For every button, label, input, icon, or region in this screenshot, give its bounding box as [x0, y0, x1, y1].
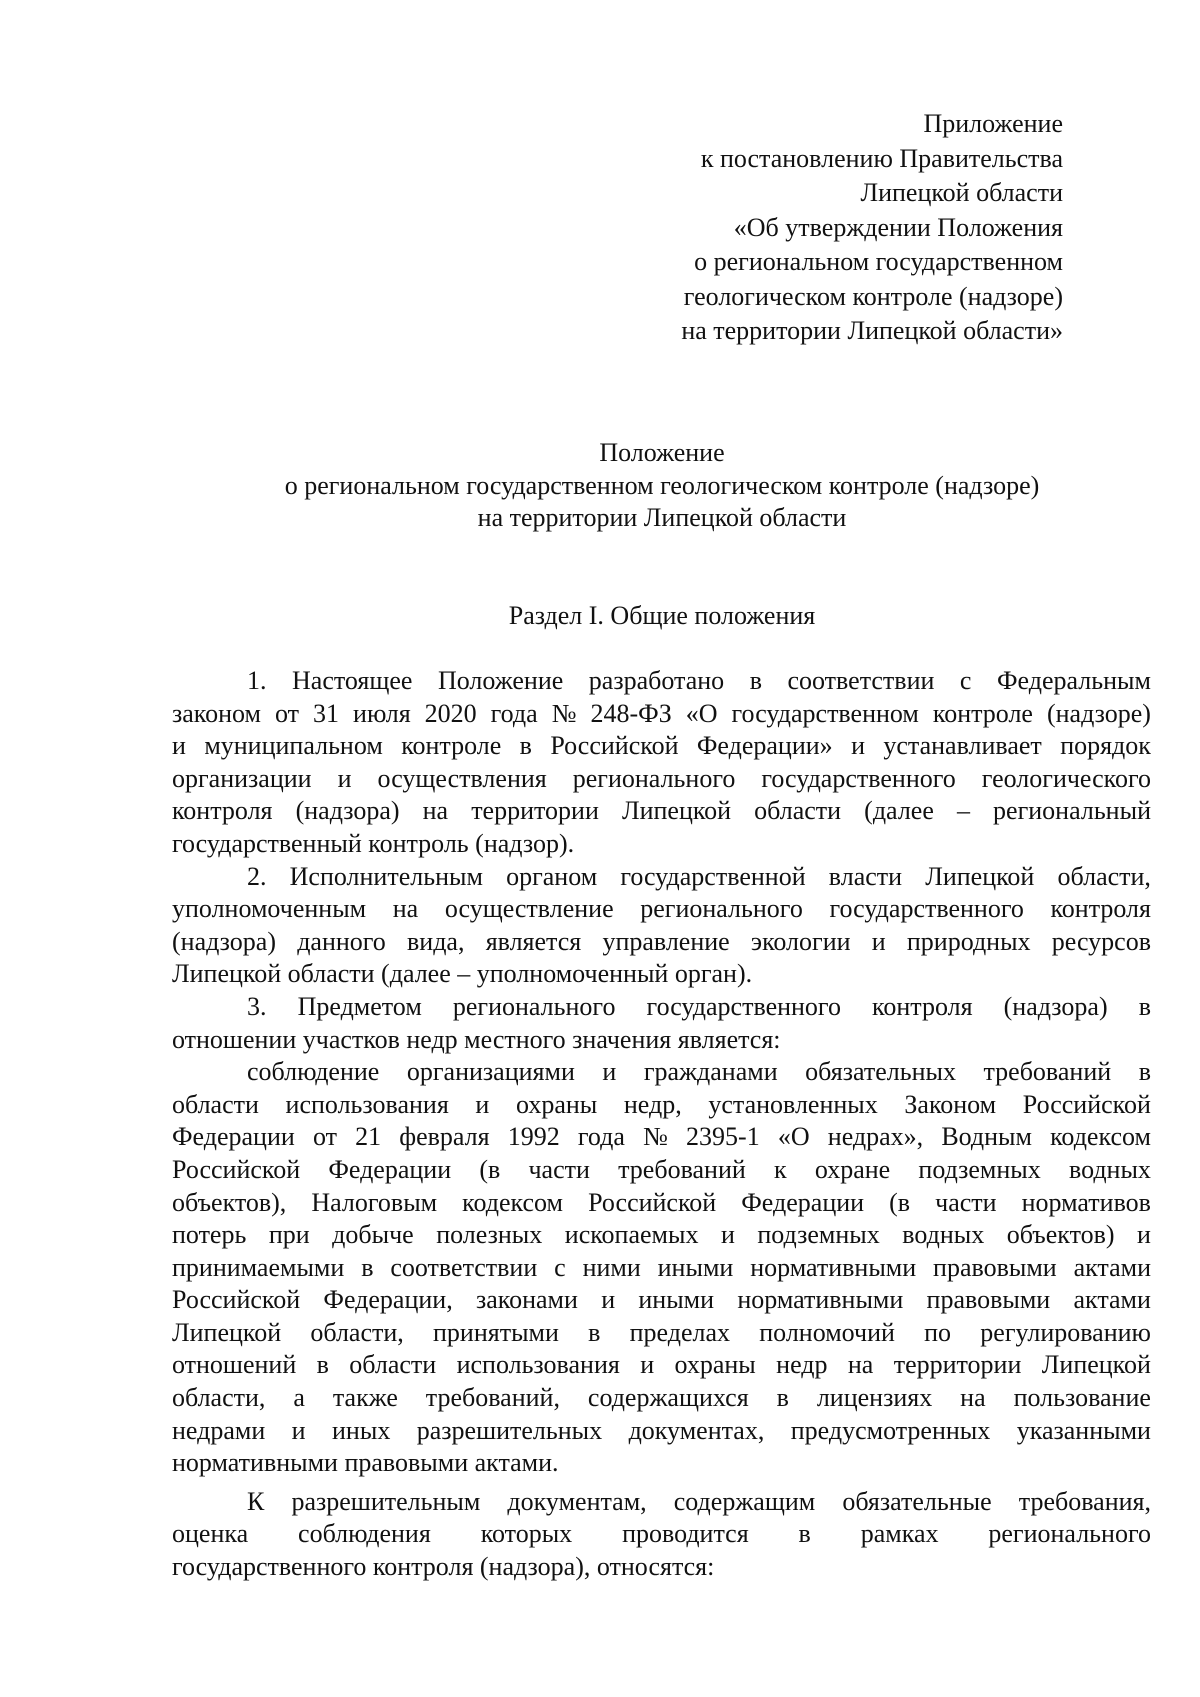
document-body [172, 665, 1151, 1584]
paragraph-line: контроля (надзора) на территории Липецкой области (далее – региональный [172, 796, 1151, 826]
title-line: на территории Липецкой области [477, 503, 847, 532]
paragraph-line: организации и осуществления регионального государственного геологического [172, 763, 1151, 793]
paragraph-line: принимаемыми в соответствии с ними иными нормативными правовыми актами [172, 1252, 1151, 1282]
document-title [0, 437, 1200, 535]
paragraph-3 [172, 991, 1151, 1056]
paragraph-line: соблюдение организациями и гражданами обязательных требований в [247, 1057, 1151, 1087]
appendix-line: геологическом контроле (надзоре) [683, 281, 1063, 311]
paragraph-1 [172, 665, 1151, 861]
paragraph-line: 2. Исполнительным органом государственной власти Липецкой области, [247, 861, 1151, 891]
paragraph-line: и муниципальном контроле в Российской Федерации» и устанавливает порядок [172, 731, 1151, 761]
appendix-header [503, 107, 1063, 349]
paragraph-line: государственного контроля (надзора), относятся: [172, 1552, 715, 1582]
paragraph-line: недрами и иных разрешительных документах, предусмотренных указанными [172, 1415, 1151, 1445]
paragraph-line: потерь при добыче полезных ископаемых и подземных водных объектов) и [172, 1220, 1151, 1250]
title-line: о региональном государственном геологическом контроле (надзоре) [284, 470, 1040, 500]
appendix-line: Приложение [923, 109, 1063, 138]
paragraph-line: (надзора) данного вида, является управление экологии и природных ресурсов [172, 926, 1151, 956]
paragraph-line: уполномоченным на осуществление регионального государственного контроля [172, 894, 1151, 924]
paragraph-line: отношении участков недр местного значения является: [172, 1024, 781, 1054]
paragraph-line: отношений в области использования и охраны недр на территории Липецкой [172, 1350, 1151, 1380]
paragraph-line: К разрешительным документам, содержащим обязательные требования, [247, 1486, 1151, 1516]
appendix-line: на территории Липецкой области» [681, 316, 1063, 345]
appendix-line: Липецкой области [860, 178, 1063, 207]
paragraph-line: 3. Предметом регионального государственного контроля (надзора) в [247, 991, 1151, 1021]
paragraph-line: Липецкой области, принятыми в пределах полномочий по регулированию [172, 1317, 1151, 1347]
section-heading: Раздел I. Общие положения [508, 601, 816, 630]
paragraph-line: Российской Федерации, законами и иными нормативными правовыми актами [172, 1285, 1151, 1315]
paragraph-line: оценка соблюдения которых проводится в рамках регионального [172, 1519, 1151, 1549]
paragraph-2 [172, 861, 1151, 991]
paragraph-line: Липецкой области (далее – уполномоченный орган). [172, 959, 753, 989]
appendix-line: к постановлению Правительства [700, 143, 1063, 173]
paragraph-line: объектов), Налоговым кодексом Российской Федерации (в части нормативов [172, 1187, 1151, 1217]
paragraph-line: Федерации от 21 февраля 1992 года № 2395-1 «О недрах», Водным кодексом [172, 1122, 1151, 1152]
appendix-line: «Об утверждении Положения [733, 212, 1063, 242]
paragraph-line: области использования и охраны недр, установленных Законом Российской [172, 1089, 1151, 1119]
paragraph-permits [172, 1486, 1151, 1584]
paragraph-line: области, а также требований, содержащихся в лицензиях на пользование [172, 1383, 1151, 1413]
paragraph-3-subject [172, 1056, 1151, 1480]
paragraph-line: 1. Настоящее Положение разработано в соответствии с Федеральным [247, 666, 1151, 695]
paragraph-line: Российской Федерации (в части требований к охране подземных водных [172, 1154, 1151, 1184]
title-line: Положение [599, 438, 725, 467]
paragraph-line: государственный контроль (надзор). [172, 828, 575, 858]
appendix-line: о региональном государственном [694, 247, 1063, 276]
paragraph-line: нормативными правовыми актами. [172, 1448, 559, 1478]
paragraph-line: законом от 31 июля 2020 года № 248-ФЗ «О государственном контроле (надзоре) [172, 698, 1151, 728]
